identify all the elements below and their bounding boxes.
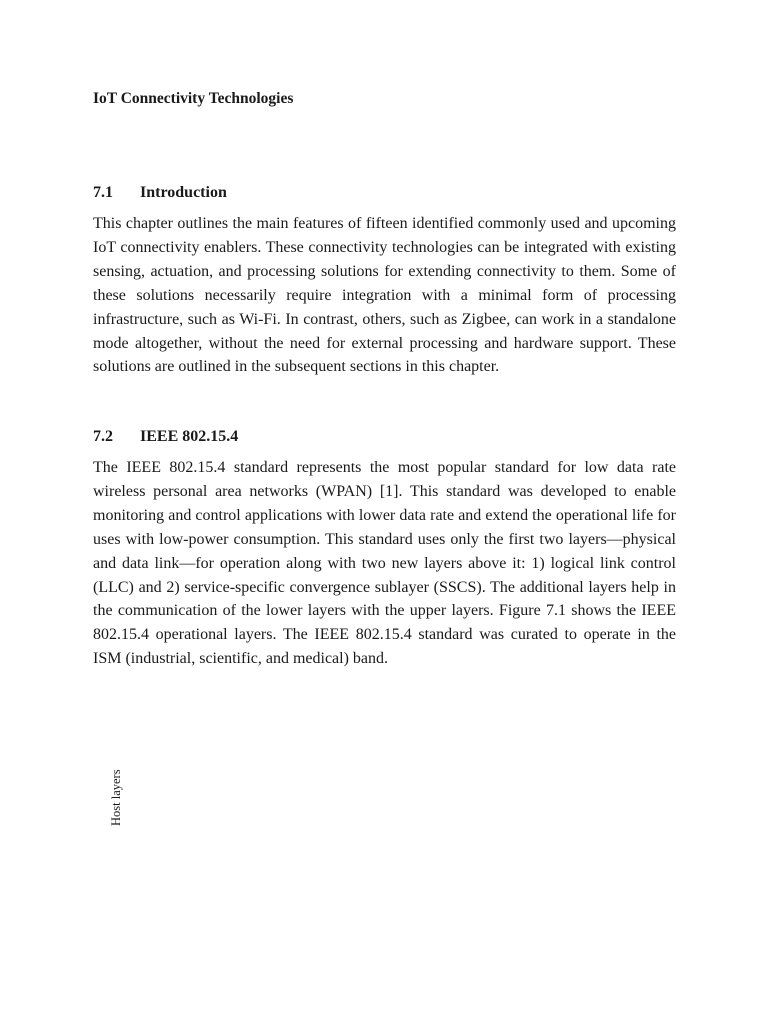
section-title: IEEE 802.15.4 [140,428,239,445]
section-heading-introduction [93,184,227,202]
chapter-title: IoT Connectivity Technologies [93,90,294,107]
section-title: Introduction [140,184,227,201]
section-heading-ieee-802-15-4 [93,428,238,446]
section-number: 7.2 [93,428,113,445]
introduction-paragraph: This chapter outlines the main features of fifteen identified commonly used and upcoming IoT connectivity enablers. These connectivity technologies can be integrated with existing sensing, actuation, and processing solutions for extending connectivity to them. Some of these solutions necessarily require integration with a minimal form of processing infrastructure, such as Wi-Fi. In contrast, others, such as Zigbee, can work in a standalone mode altogether, without the need for external processing and hardware support. These solutions are outlined in the subsequent sections in this chapter. [93,215,676,376]
ieee-802-15-4-paragraph: The IEEE 802.15.4 standard represents the most popular standard for low data rate wireless personal area networks (WPAN) [1]. This standard was developed to enable monitoring and control applications with lower data rate and extend the operational life for uses with low-power consumption. This standard uses only the first two layers—physical and data link—for operation along with two new layers above it: 1) logical link control (LLC) and 2) service-specific convergence sublayer (SSCS). The additional layers help in the communication of the lower layers with the upper layers. Figure 7.1 shows the IEEE 802.15.4 operational layers. The IEEE 802.15.4 standard was curated to operate in the ISM (industrial, scientific, and medical) band. [93,459,676,668]
figure-label-host-layers: Host layers [109,769,123,826]
section-number: 7.1 [93,184,113,201]
